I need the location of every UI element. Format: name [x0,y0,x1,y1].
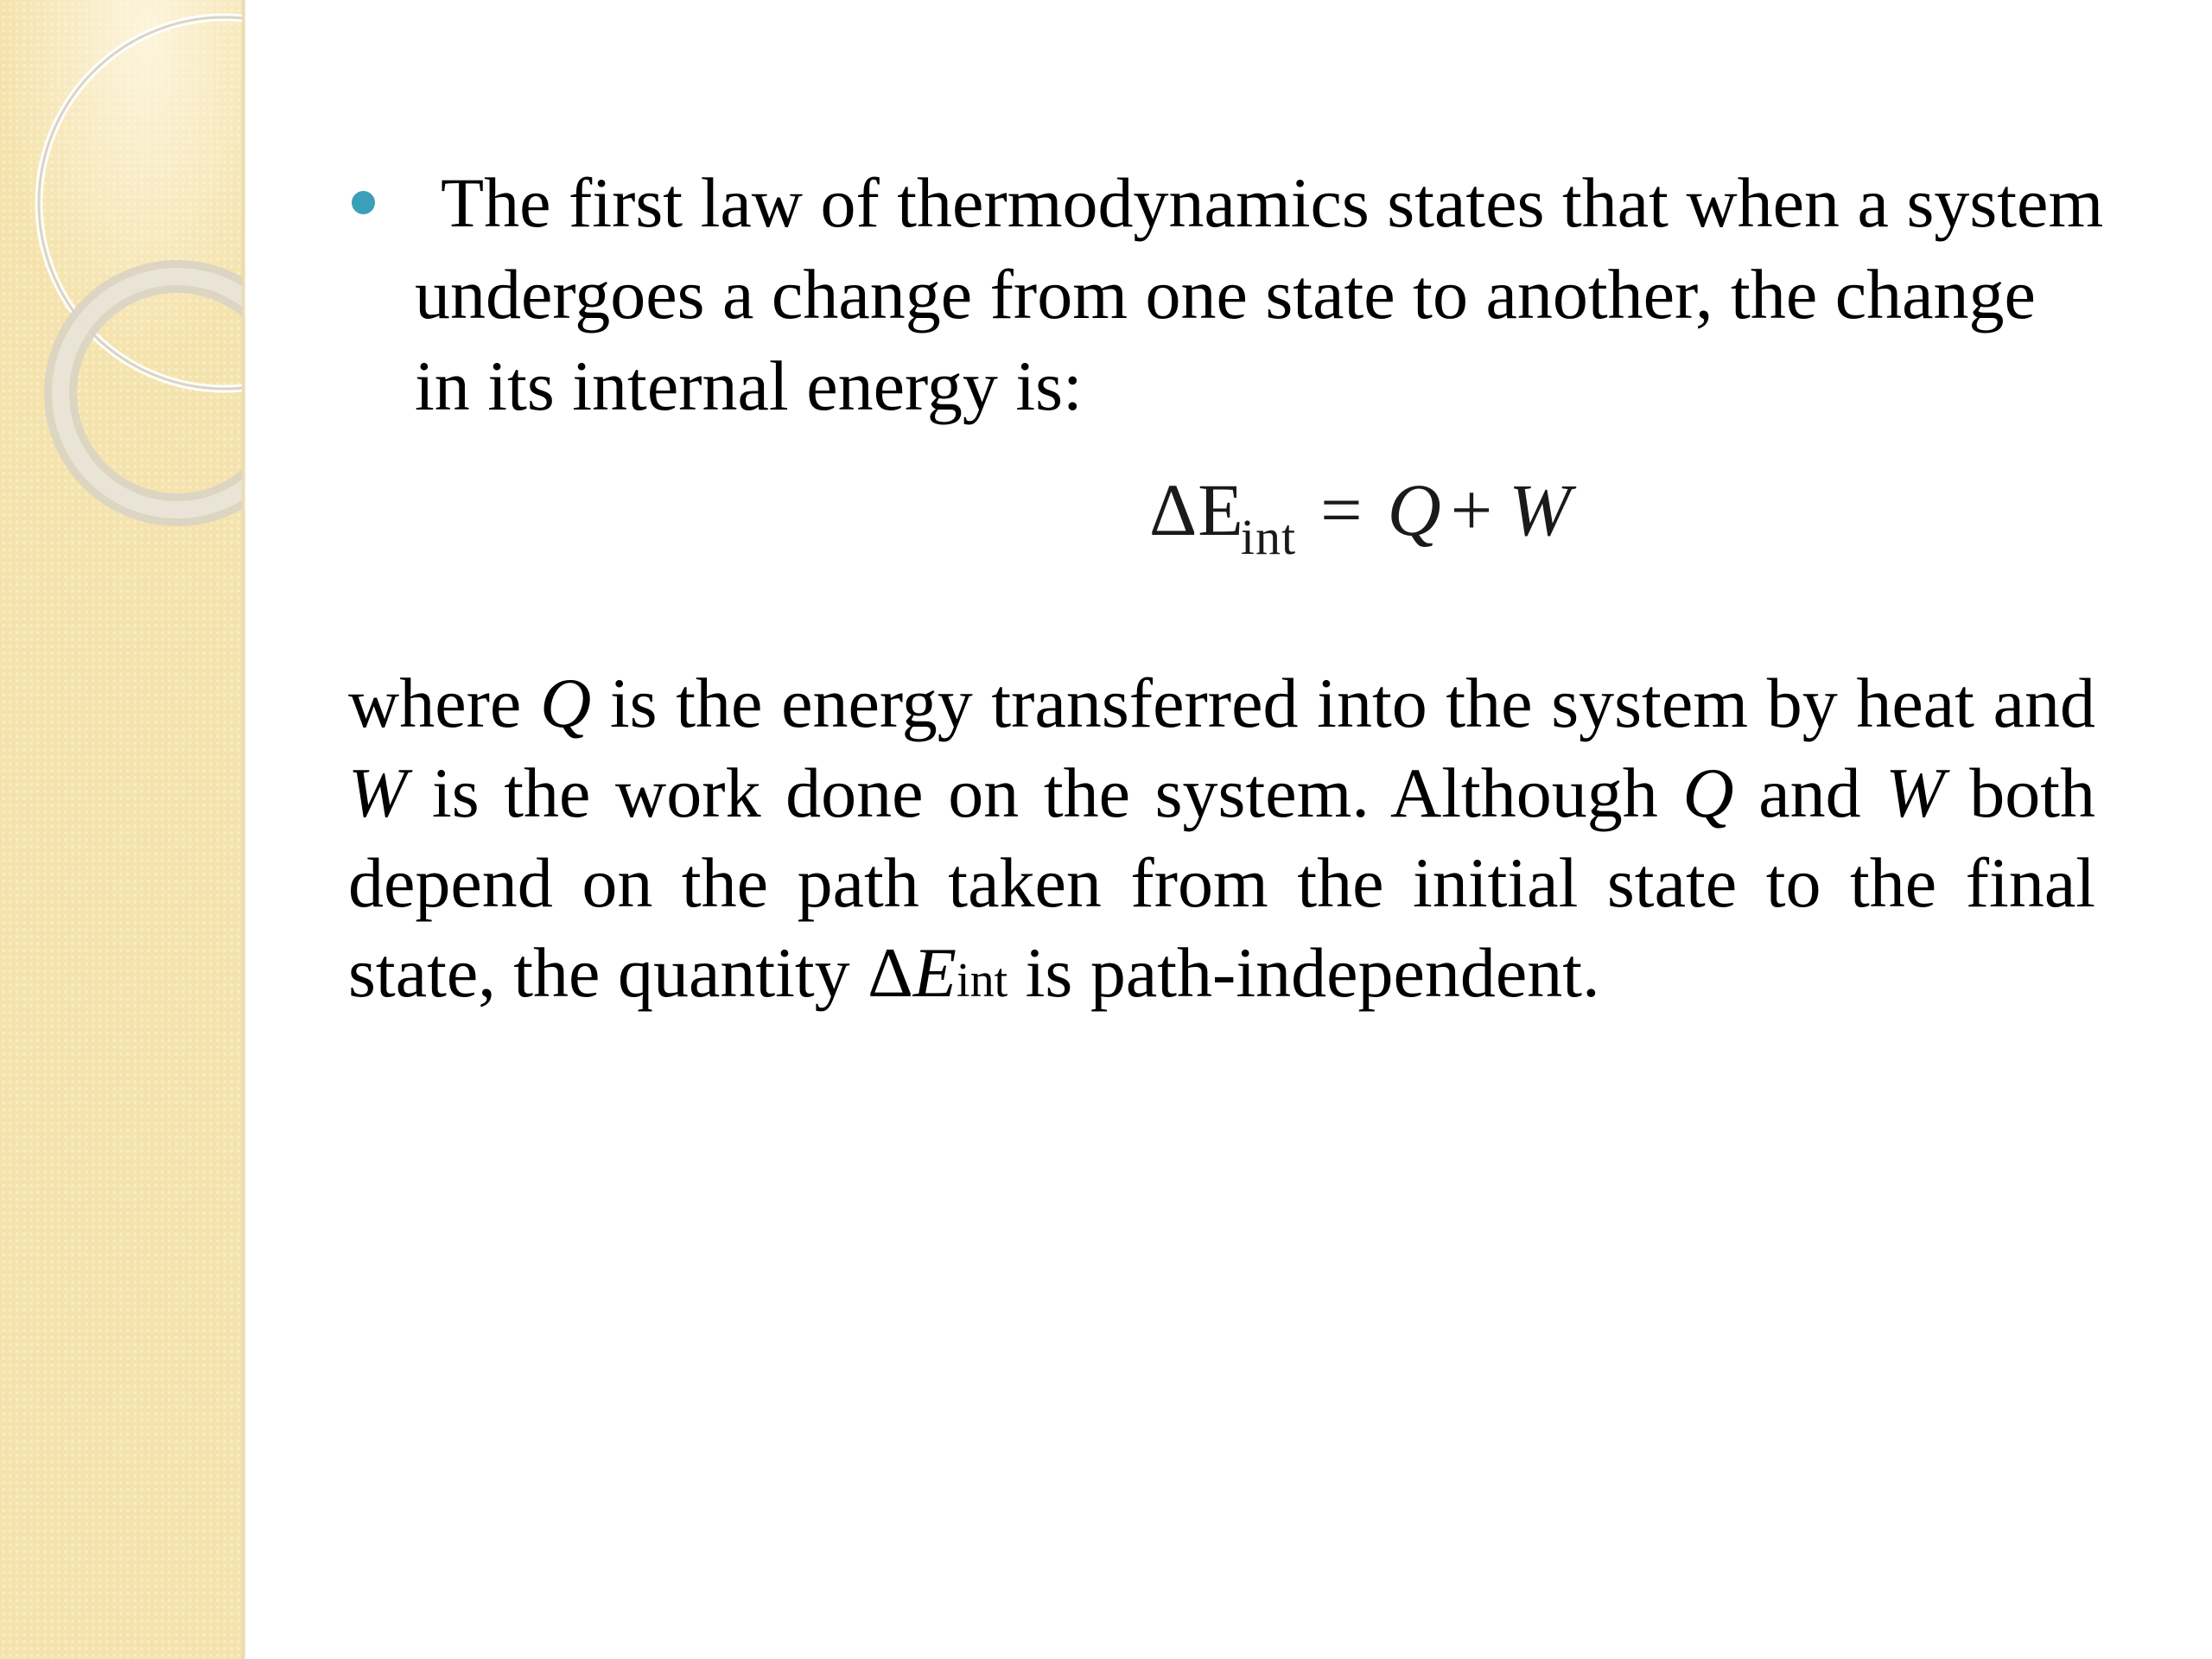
explanation-text: is the energy transferred into the system by heat and [591,664,2095,742]
equation-w: W [1509,468,1572,551]
bullet-icon [352,191,375,214]
explanation-symbol-e: E [912,933,957,1012]
equation-subscript: int [1240,509,1297,565]
explanation-symbol-w: W [348,753,408,832]
equation-plus: + [1450,468,1494,551]
decorative-side-strip [0,0,244,1659]
explanation-symbol-q: Q [540,664,592,742]
equation-q: Q [1387,468,1442,551]
bullet-paragraph: The first law of thermodynamics states that when a system undergoes a change from one state to another, the change in its internal energy is: [415,163,2104,425]
explanation-text: both depend on the path taken from the initial state to the final state, the quantity Δ [348,753,2095,1012]
equation-delta-e: ΔE [1149,468,1244,551]
equation-equals: = [1320,468,1363,551]
explanation-symbol-q: Q [1682,753,1734,832]
first-law-equation [1149,467,1572,565]
explanation-symbol-w: W [1885,753,1945,832]
explanation-text: and [1733,753,1886,832]
strip-edge [242,0,245,1659]
decorative-rings [0,0,244,605]
thick-ring-inner [60,276,244,510]
explanation-text: is path-independent. [1007,933,1600,1012]
explanation-paragraph [348,658,2095,1026]
explanation-text: where [348,664,540,742]
explanation-text: is the work done on the system. Although [407,753,1683,832]
explanation-subscript: int [957,954,1008,1007]
